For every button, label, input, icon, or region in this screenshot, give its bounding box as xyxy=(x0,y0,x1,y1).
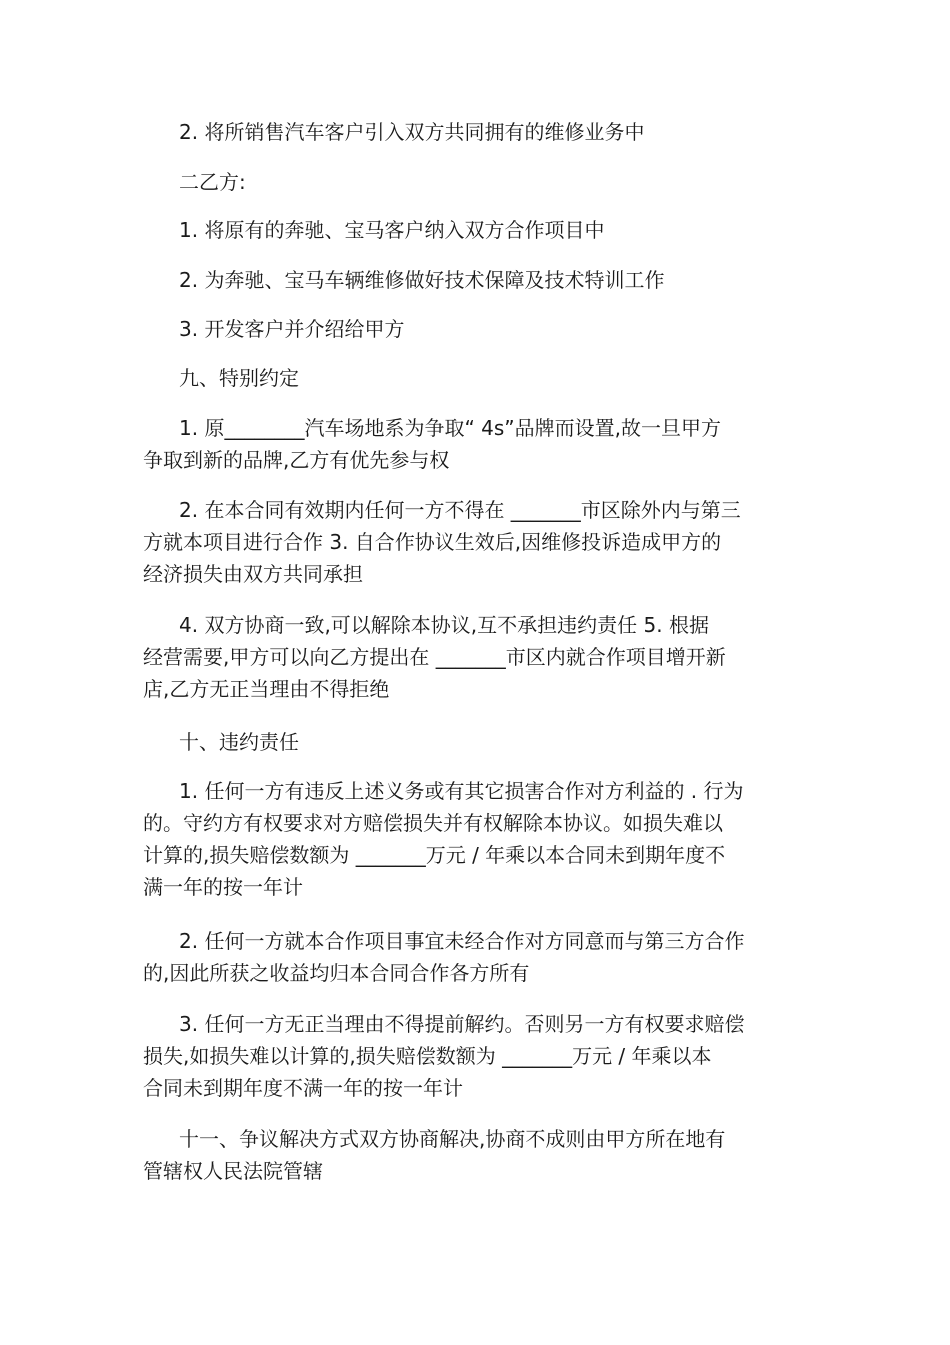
paragraph-item-1 xyxy=(143,214,803,246)
text-line: 十、违约责任 xyxy=(179,730,299,754)
text-line: 损失,如损失难以计算的,损失赔偿数额为 _______万元 / 年乘以本 xyxy=(143,1044,712,1068)
paragraph-item-3 xyxy=(143,313,803,345)
text-line: 店,乙方无正当理由不得拒绝 xyxy=(143,677,390,701)
text-line: 满一年的按一年计 xyxy=(143,875,303,899)
section-heading-party-b xyxy=(143,166,803,198)
text-line: 十一、争议解决方式双方协商解决,协商不成则由甲方所在地有 xyxy=(179,1127,726,1151)
paragraph-breach-1 xyxy=(143,775,803,903)
text-line: 1. 任何一方有违反上述义务或有其它损害合作对方利益的 . 行为 xyxy=(179,779,744,803)
text-line: 的,因此所获之收益均归本合同合作各方所有 xyxy=(143,961,530,985)
text-line: 3. 任何一方无正当理由不得提前解约。否则另一方有权要求赔偿 xyxy=(179,1012,745,1036)
section-heading-breach-liability xyxy=(143,726,803,758)
text-line: 1. 原________汽车场地系为争取“ 4s”品牌而设置,故一旦甲方 xyxy=(179,416,722,440)
text-line: 经营需要,甲方可以向乙方提出在 _______市区内就合作项目增开新 xyxy=(143,645,726,669)
text-line: 2. 将所销售汽车客户引入双方共同拥有的维修业务中 xyxy=(179,120,645,144)
paragraph-item-2 xyxy=(143,116,803,148)
text-line: 计算的,损失赔偿数额为 _______万元 / 年乘以本合同未到期年度不 xyxy=(143,843,726,867)
text-line: 3. 开发客户并介绍给甲方 xyxy=(179,317,405,341)
text-line: 4. 双方协商一致,可以解除本协议,互不承担违约责任 5. 根据 xyxy=(179,613,709,637)
text-line: 经济损失由双方共同承担 xyxy=(143,562,363,586)
paragraph-special-2-3 xyxy=(143,494,803,590)
text-line: 争取到新的品牌,乙方有优先参与权 xyxy=(143,448,450,472)
text-line: 2. 在本合同有效期内任何一方不得在 _______市区除外内与第三 xyxy=(179,498,741,522)
text-line: 方就本项目进行合作 3. 自合作协议生效后,因维修投诉造成甲方的 xyxy=(143,530,722,554)
text-line: 九、特别约定 xyxy=(179,366,299,390)
paragraph-special-4-5 xyxy=(143,609,803,705)
text-line: 的。守约方有权要求对方赔偿损失并有权解除本协议。如损失难以 xyxy=(143,811,723,835)
paragraph-special-1 xyxy=(143,412,803,476)
paragraph-breach-2 xyxy=(143,925,803,989)
text-line: 1. 将原有的奔驰、宝马客户纳入双方合作项目中 xyxy=(179,218,605,242)
paragraph-item-2 xyxy=(143,264,803,296)
paragraph-breach-3 xyxy=(143,1008,803,1104)
text-line: 管辖权人民法院管辖 xyxy=(143,1159,323,1183)
text-line: 2. 为奔驰、宝马车辆维修做好技术保障及技术特训工作 xyxy=(179,268,665,292)
text-line: 2. 任何一方就本合作项目事宜未经合作对方同意而与第三方合作 xyxy=(179,929,745,953)
text-line: 二乙方: xyxy=(179,170,246,194)
text-line: 合同未到期年度不满一年的按一年计 xyxy=(143,1076,463,1100)
paragraph-dispute-resolution xyxy=(143,1123,803,1187)
section-heading-special-agreement xyxy=(143,362,803,394)
